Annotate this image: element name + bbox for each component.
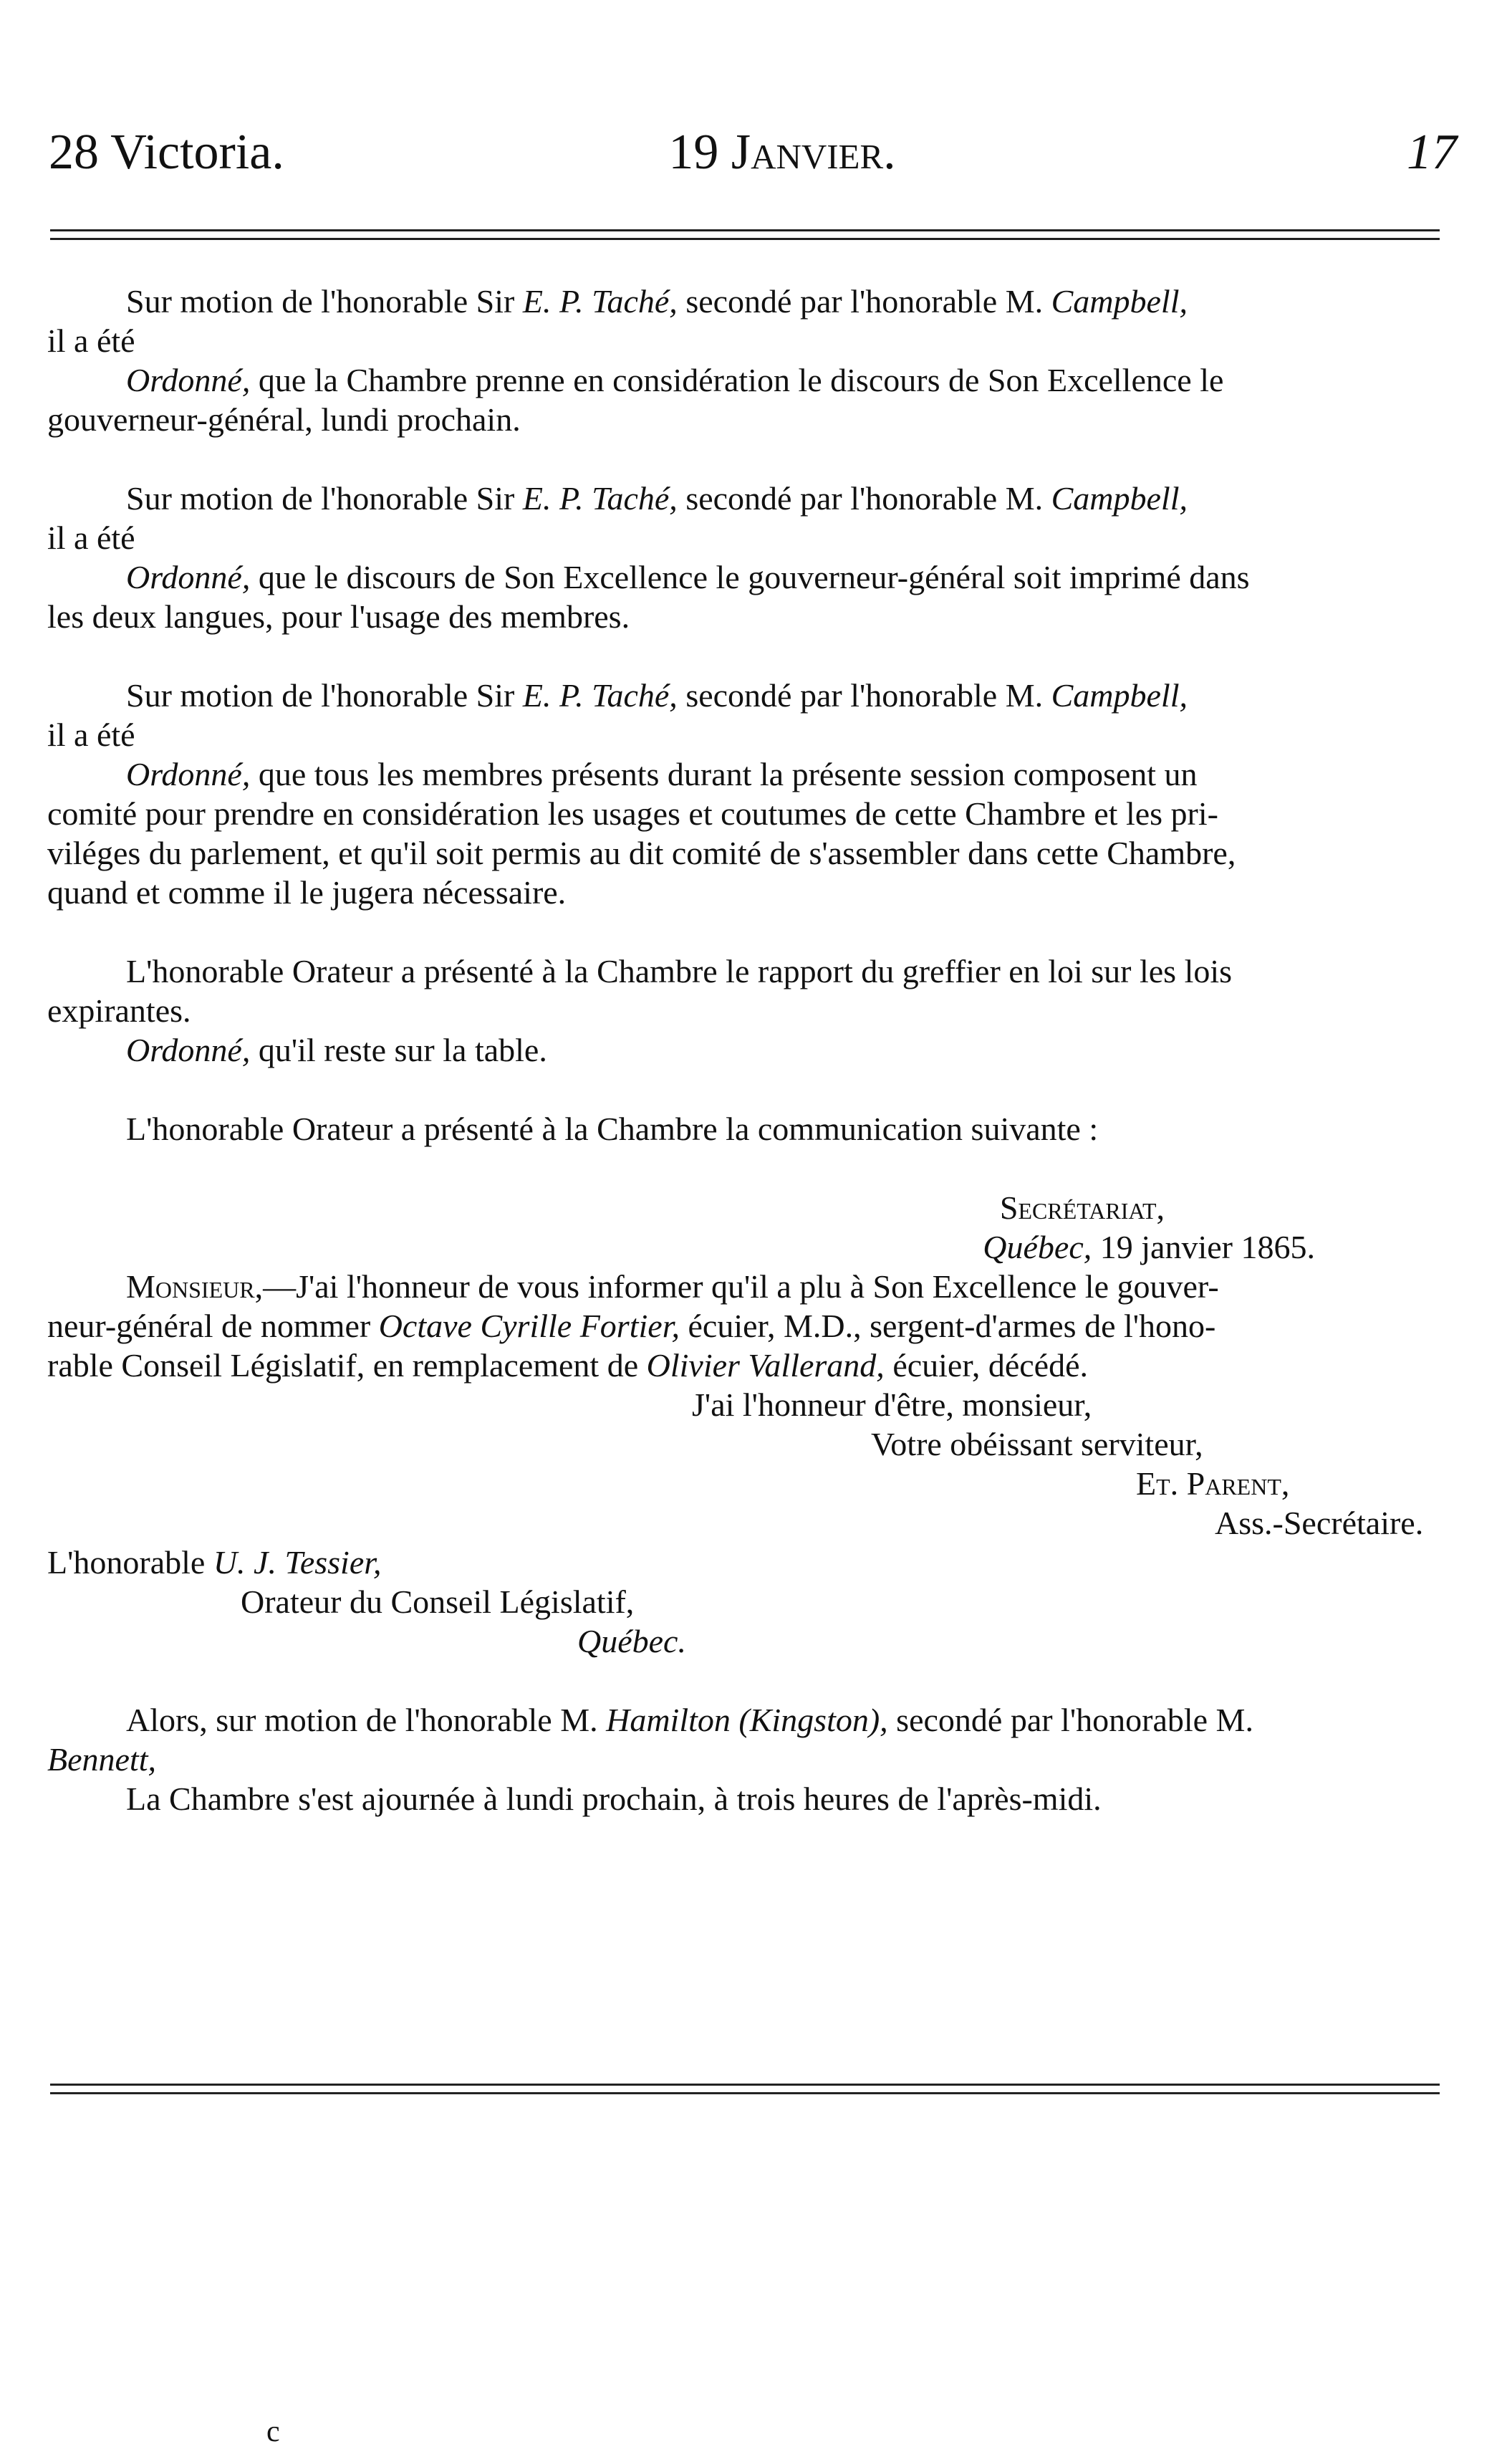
letter-addressee: L'honorable U. J. Tessier, [47,1544,382,1581]
header-rule-bottom [50,238,1440,240]
motion-paragraph-2 [47,479,1458,636]
signature-mark: c [266,2415,280,2448]
motion-paragraph-1 [47,282,1458,439]
order-line: gouverneur-général, lundi prochain. [47,401,521,438]
letter-signer: Et. Parent, [1136,1465,1290,1502]
adjournment-line: Alors, sur motion de l'honorable M. Hamilton (Kingston), secondé par l'honorable M. [126,1702,1253,1738]
order-line: Ordonné, que le discours de Son Excellence le gouverneur-général soit imprimé dans [126,559,1250,595]
letter-body-line: rable Conseil Législatif, en remplacement de Olivier Vallerand, écuier, décédé. [47,1347,1088,1384]
order-line: comité pour prendre en considération les usages et coutumes de cette Chambre et les pri- [47,795,1218,832]
letter-office: Secrétariat, [999,1189,1165,1226]
letter-body-line: neur-général de nommer Octave Cyrille Fortier, écuier, M.D., sergent-d'armes de l'hono- [47,1308,1216,1344]
footer-rule-top [50,2084,1440,2086]
letter-signer-title: Ass.-Secrétaire. [1215,1505,1424,1541]
document-body [47,282,1458,1818]
motion-line: il a été [47,322,135,359]
order-line: Ordonné, que la Chambre prenne en considération le discours de Son Excellence le [126,362,1224,398]
motion-line: il a été [47,716,135,753]
adjournment-line: Bennett, [47,1741,156,1778]
motion-line: il a été [47,519,135,556]
letter-dateline: Québec, 19 janvier 1865. [983,1229,1315,1265]
footer-rule-bottom [50,2092,1440,2094]
page-number: 17 [1407,125,1457,180]
adjournment-line: La Chambre s'est ajournée à lundi prochain, à trois heures de l'après-midi. [126,1780,1102,1817]
order-line: quand et comme il le jugera nécessaire. [47,874,567,911]
header-rule-top [50,229,1440,231]
order-line: Ordonné, que tous les membres présents durant la présente session composent un [126,756,1198,792]
header-left: 28 Victoria. [49,125,284,180]
letter [47,1188,1458,1661]
letter-closing: Votre obéissant serviteur, [871,1426,1203,1462]
motion-line: Sur motion de l'honorable Sir E. P. Taché, secondé par l'honorable M. Campbell, [126,283,1188,320]
motion-line: Sur motion de l'honorable Sir E. P. Taché, secondé par l'honorable M. Campbell, [126,677,1188,714]
report-paragraph [47,951,1458,1070]
order-line: Ordonné, qu'il reste sur la table. [126,1032,547,1068]
report-line: expirantes. [47,992,191,1029]
adjournment-paragraph [47,1700,1458,1818]
letter-body-line: Monsieur,—J'ai l'honneur de vous informer qu'il a plu à Son Excellence le gouver- [126,1268,1219,1305]
order-line: viléges du parlement, et qu'il soit permis au dit comité de s'assembler dans cette Chambre, [47,835,1236,871]
header-date: 19 Janvier. [668,125,896,180]
order-line: les deux langues, pour l'usage des membres. [47,598,630,635]
motion-line: Sur motion de l'honorable Sir E. P. Taché, secondé par l'honorable M. Campbell, [126,480,1188,517]
letter-addressee-place: Québec. [577,1623,686,1659]
report-line: L'honorable Orateur a présenté à la Chambre le rapport du greffier en loi sur les lois [126,953,1233,989]
letter-closing: J'ai l'honneur d'être, monsieur, [692,1386,1092,1423]
communication-intro: L'honorable Orateur a présenté à la Chambre la communication suivante : [126,1111,1099,1147]
letter-addressee-title: Orateur du Conseil Législatif, [241,1583,635,1620]
motion-paragraph-3 [47,676,1458,912]
